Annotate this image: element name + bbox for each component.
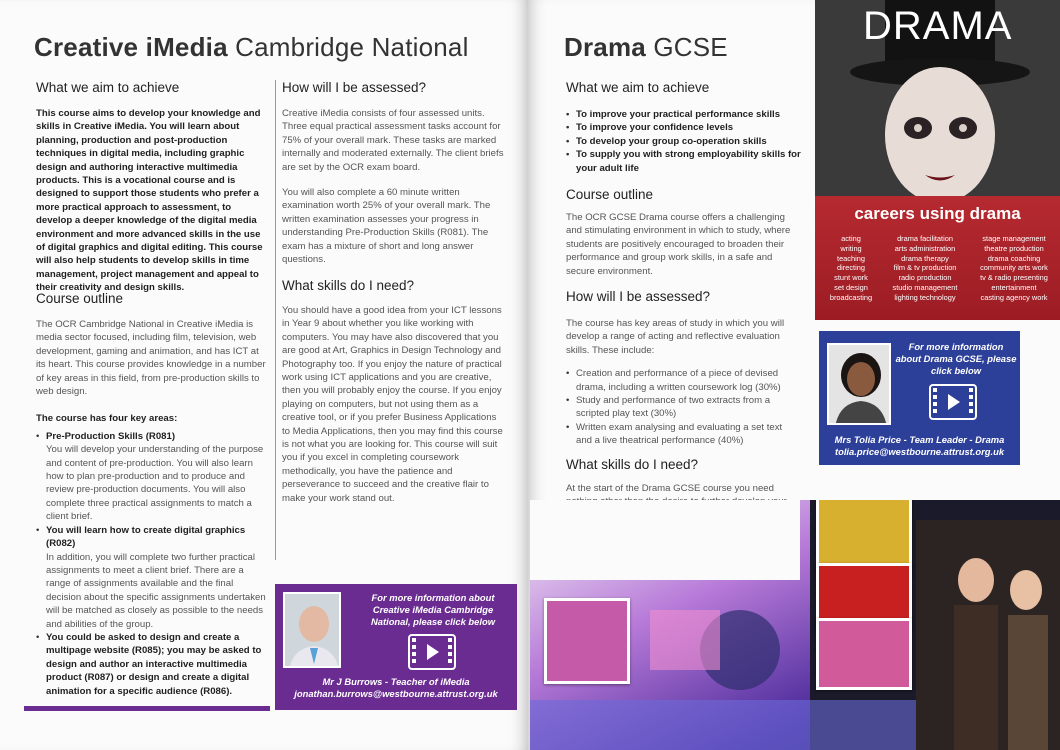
drama-assessed-heading: How will I be assessed? [566,289,711,304]
careers-title: careers using drama [854,204,1021,223]
imedia-assessed-p1: Creative iMedia consists of four assessed units. Three equal practical assessment tasks account for 75% of your overall mark. These tasks are marked internally and moderated externally. The client briefs are set by the OCR exam board. [282,108,504,173]
drama-outline-text: The OCR GCSE Drama course offers a challenging and stimulating environment in which to study, where students are positively encouraged to broaden their performance and group work skills, in a safe and secure environment. [566,212,791,277]
drama-assessed-section [566,317,794,448]
list-item: • Pre-Production Skills (R081) You will develop your understanding of the purpose and content of pre-production. You will also learn how to plan pre-production and to produce and review pre-production documents. You will also complete three practical assignments to match a client brief. [36,430,268,524]
drama-word: DRAMA [863,4,1013,48]
imedia-outline-heading: Course outline [36,291,124,306]
drama-aim-heading: What we aim to achieve [566,80,710,95]
careers-col-3: stage management theatre production drama coaching community arts work tv & radio presenting entertainment casting agency work [980,234,1048,302]
drama-contact-box[interactable] [819,331,1020,465]
drama-skills-heading: What skills do I need? [566,457,699,472]
teacher-photo-price [827,343,891,425]
careers-col-2: drama facilitation arts administration drama therapy film & tv production radio production studio management lighting technology [892,234,958,302]
video-icon[interactable] [929,384,977,423]
imedia-areas-lead: The course has four key areas: [36,413,178,425]
drama-hero-image [815,0,1060,320]
imedia-contact-box[interactable] [275,584,517,710]
imedia-assessed-p2: You will also complete a 60 minute written examination worth 25% of your overall mark. The written examination assesses your progress in understanding Pre-Production Skills (R081). The exam has a mixture of short and long answer questions. [282,187,491,266]
imedia-title: Creative iMedia Cambridge National [34,32,469,62]
collage-photo-dancers [544,598,630,684]
drama-teacher-email[interactable]: tolia.price@westbourne.attrust.org.uk [834,446,1005,457]
drama-photo-collage [530,500,1060,750]
imedia-contact-info: For more information about Creative iMedia Cambridge National, please click below [370,592,495,627]
list-item: • Study and performance of two extracts from a scripted play text (30%) [566,394,794,421]
drama-outline-heading: Course outline [566,187,654,202]
imedia-aim-text: This course aims to develop your knowledge and skills in Creative iMedia. You will learn about planning, production and post-production techniques in digital media, including graphic design and authoring interactive multimedia products. This is a vocational course and is designed to support those students who prefer a more practical approach to assessment, to develop a deeper knowledge of the digital media environment and more advanced skills in the use of digital graphics and digital editing. This course will also help students to develop skills in time management, project management and appeal to their creativity and design skills. [36,108,263,294]
collage-photo-stage-pink [816,618,912,690]
imedia-aim-heading: What we aim to achieve [36,80,180,95]
collage-photo-performers [916,520,1060,750]
drama-title: Drama GCSE [564,32,728,62]
drama-aim-section [566,108,806,175]
drama-contact-info: For more information about Drama GCSE, please click below [895,341,1017,376]
list-item: • To supply you with strong employability skills for your adult life [566,148,806,175]
video-icon[interactable] [408,634,456,673]
drama-aim-list [566,108,806,175]
list-item: • To develop your group co-operation skills [566,135,806,148]
drama-assessed-text: The course has key areas of study in which you will develop a range of acting and reflective evaluation skills. These include: [566,318,785,356]
imedia-teacher-email[interactable]: jonathan.burrows@westbourne.attrust.org.uk [294,688,498,699]
careers-panel [815,196,1060,320]
drama-skills-text: At the start of the Drama GCSE course you need [566,483,774,494]
teacher-photo-burrows [283,592,341,668]
left-page [0,0,528,750]
drama-assessed-list [566,367,794,447]
list-item: • Written exam analysing and evaluating a set text and a live theatrical performance (40%) [566,421,794,448]
imedia-outline-section [36,318,268,698]
imedia-outline-text: The OCR Cambridge National in Creative iMedia is media sector focused, including film, television, web development, gaming and animation, and has ICT at its heart. This course provides knowledge in a number of key areas in this field, from pre-production skills to web design. [36,319,266,398]
list-item: • To improve your practical performance skills [566,108,806,121]
purple-accent-bar [24,706,270,711]
list-item: • You could be asked to design and create a multipage website (R085); you may be asked to design and author an interactive multimedia product (R087) or design and create a digital animation for a specific audience (R086). [36,631,268,698]
imedia-assessed-heading: How will I be assessed? [282,80,427,95]
list-item: • You will learn how to create digital graphics (R082) In addition, you will complete two further practical assignments to meet a client brief. There are a range of assignments available and the final decision about the specific assignments undertaken will be matched as closely as possible to the needs and abilities of the group. [36,524,268,631]
drama-teacher-name: Mrs Tolia Price - Team Leader - Drama [834,434,1005,445]
imedia-skills-text: You should have a good idea from your ICT lessons in Year 9 about whether you like working with computers. You may have also discovered that you are good at Art, Graphics in Design Technology and Photography too. If you enjoy the nature of practical work using ICT applications and you are creative, then you will probably enjoy the course. If you enjoy playing on computers, but not using them as a creative tool, or if you prefer Business Applications to Media Applications, then you may find this course is not what you are looking for. This course will suit you if you excel in completing coursework methodically, you have the patience and perseverance to succeed and the creative flair to make your work stand out. [282,305,503,504]
imedia-areas-list [36,430,268,698]
list-item: • To improve your confidence levels [566,121,806,134]
list-item: • Creation and performance of a piece of devised drama, including a written coursework log (30%) [566,367,794,394]
imedia-skills-heading: What skills do I need? [282,278,415,293]
imedia-teacher-name: Mr J Burrows - Teacher of iMedia [322,676,470,687]
column-divider [275,80,276,560]
careers-col-1: acting writing teaching directing stunt work set design broadcasting [829,234,873,302]
